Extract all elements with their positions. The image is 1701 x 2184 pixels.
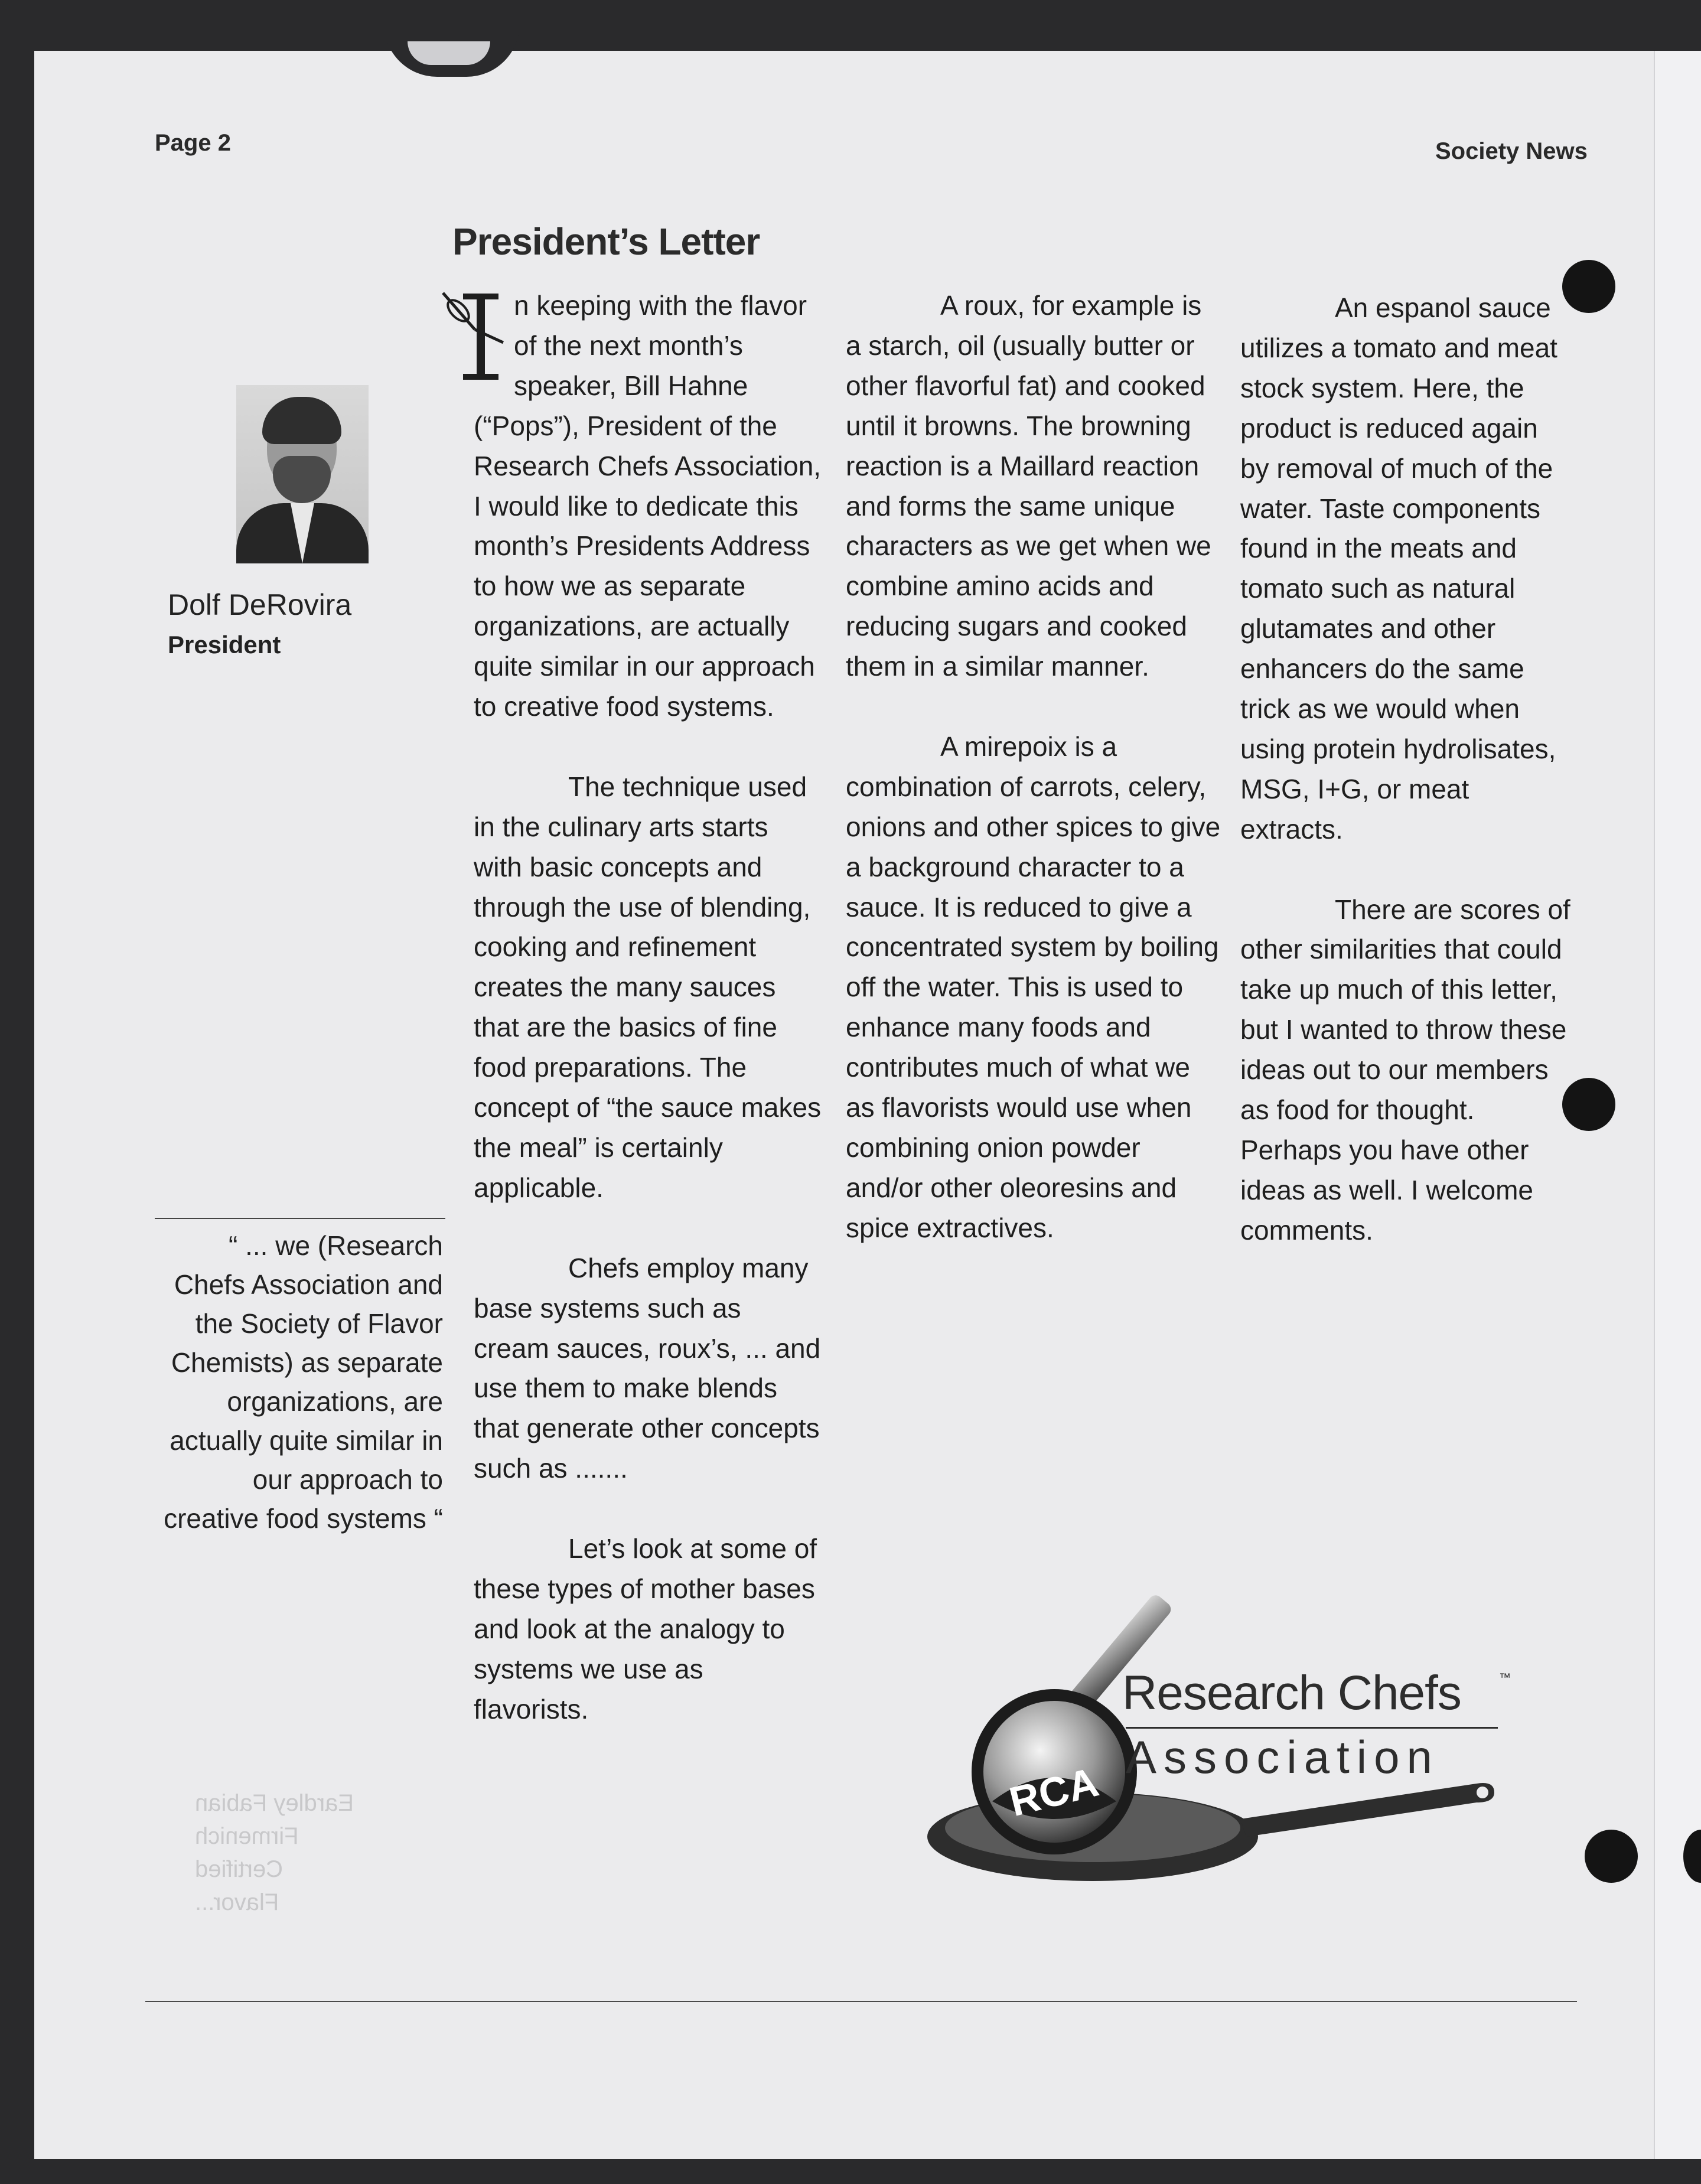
punch-hole [1585,1830,1638,1883]
logo-divider [1126,1727,1498,1729]
paragraph: Chefs employ many base systems such as cream sauces, roux’s, ... and use them to make blends that generate other concepts such as ....... [474,1252,821,1484]
president-name: Dolf DeRovira [168,588,352,621]
paragraph: The technique used in the culinary arts starts with basic concepts and through the use of blending, cooking and refinement creates the many sauces that are the basics of fine food preparations. The concept of “the sauce makes the meal” is certainly applicable. [474,771,822,1203]
article-title: President’s Letter [452,220,760,263]
dropcap-whisk-icon [439,288,509,382]
paragraph: An espanol sauce utilizes a tomato and meat stock system. Here, the product is reduced again by removal of much of the water. Taste components found in the meats and tomato such as natural glutamates and other enhancers do the same trick as we would when using protein hydrolisates, MSG, I+G, or meat extracts. [1240,292,1557,845]
quote-divider [155,1218,445,1219]
president-role: President [168,631,281,659]
letter-column-2 [846,286,1224,1289]
paragraph [474,286,822,727]
page-number: Page 2 [155,130,231,156]
logo-name-line1: Research Chefs [1122,1666,1461,1720]
paragraph-text: n keeping with the flavor of the next month’s speaker, Bill Hahne (“Pops”), President of the Research Chefs Association, I would like to dedicate this month’s Presidents Address to how we as separate organizations, are actually quite similar in our approach to creative food systems. [474,290,822,722]
rca-badge-text: RCA [1005,1758,1103,1826]
letter-column-3 [1240,288,1571,1291]
president-photo [236,385,369,563]
paragraph: Let’s look at some of these types of mother bases and look at the analogy to systems we use as flavorists. [474,1533,817,1725]
pull-quote: “ ... we (Research Chefs Association and the Society of Flavor Chemists) as separate organizations, are actually quite similar in our approach to creative food systems “ [164,1230,443,1534]
logo-name-line2: Association [1126,1731,1439,1783]
paragraph: A roux, for example is a starch, oil (usually butter or other flavorful fat) and cooked until it browns. The browning reaction is a Maillard reaction and forms the same unique characters as we get when we combine amino acids and reducing sugars and cooked them in a similar manner. [846,290,1211,682]
footer-divider [145,2001,1577,2002]
logo-trademark: ™ [1499,1671,1511,1684]
letter-column-1 [474,286,822,1769]
torn-edge-shadow [408,41,490,65]
bleed-through-text: Eardley Fabian Firmenich Certified Flavor... [195,1790,354,1915]
paragraph: A mirepoix is a combination of carrots, celery, onions and other spices to give a background character to a sauce. It is reduced to give a concentrated system by boiling off the water. This is used to enhance many foods and contributes much of what we as flavorists would use when combining onion powder and/or other oleoresins and spice extractives. [846,731,1221,1243]
section-header: Society News [1435,138,1588,164]
paragraph: There are scores of other similarities that could take up much of this letter, but I wanted to throw these ideas out to our members as food for thought. Perhaps you have other ideas as well. I welcome comments. [1240,894,1570,1246]
